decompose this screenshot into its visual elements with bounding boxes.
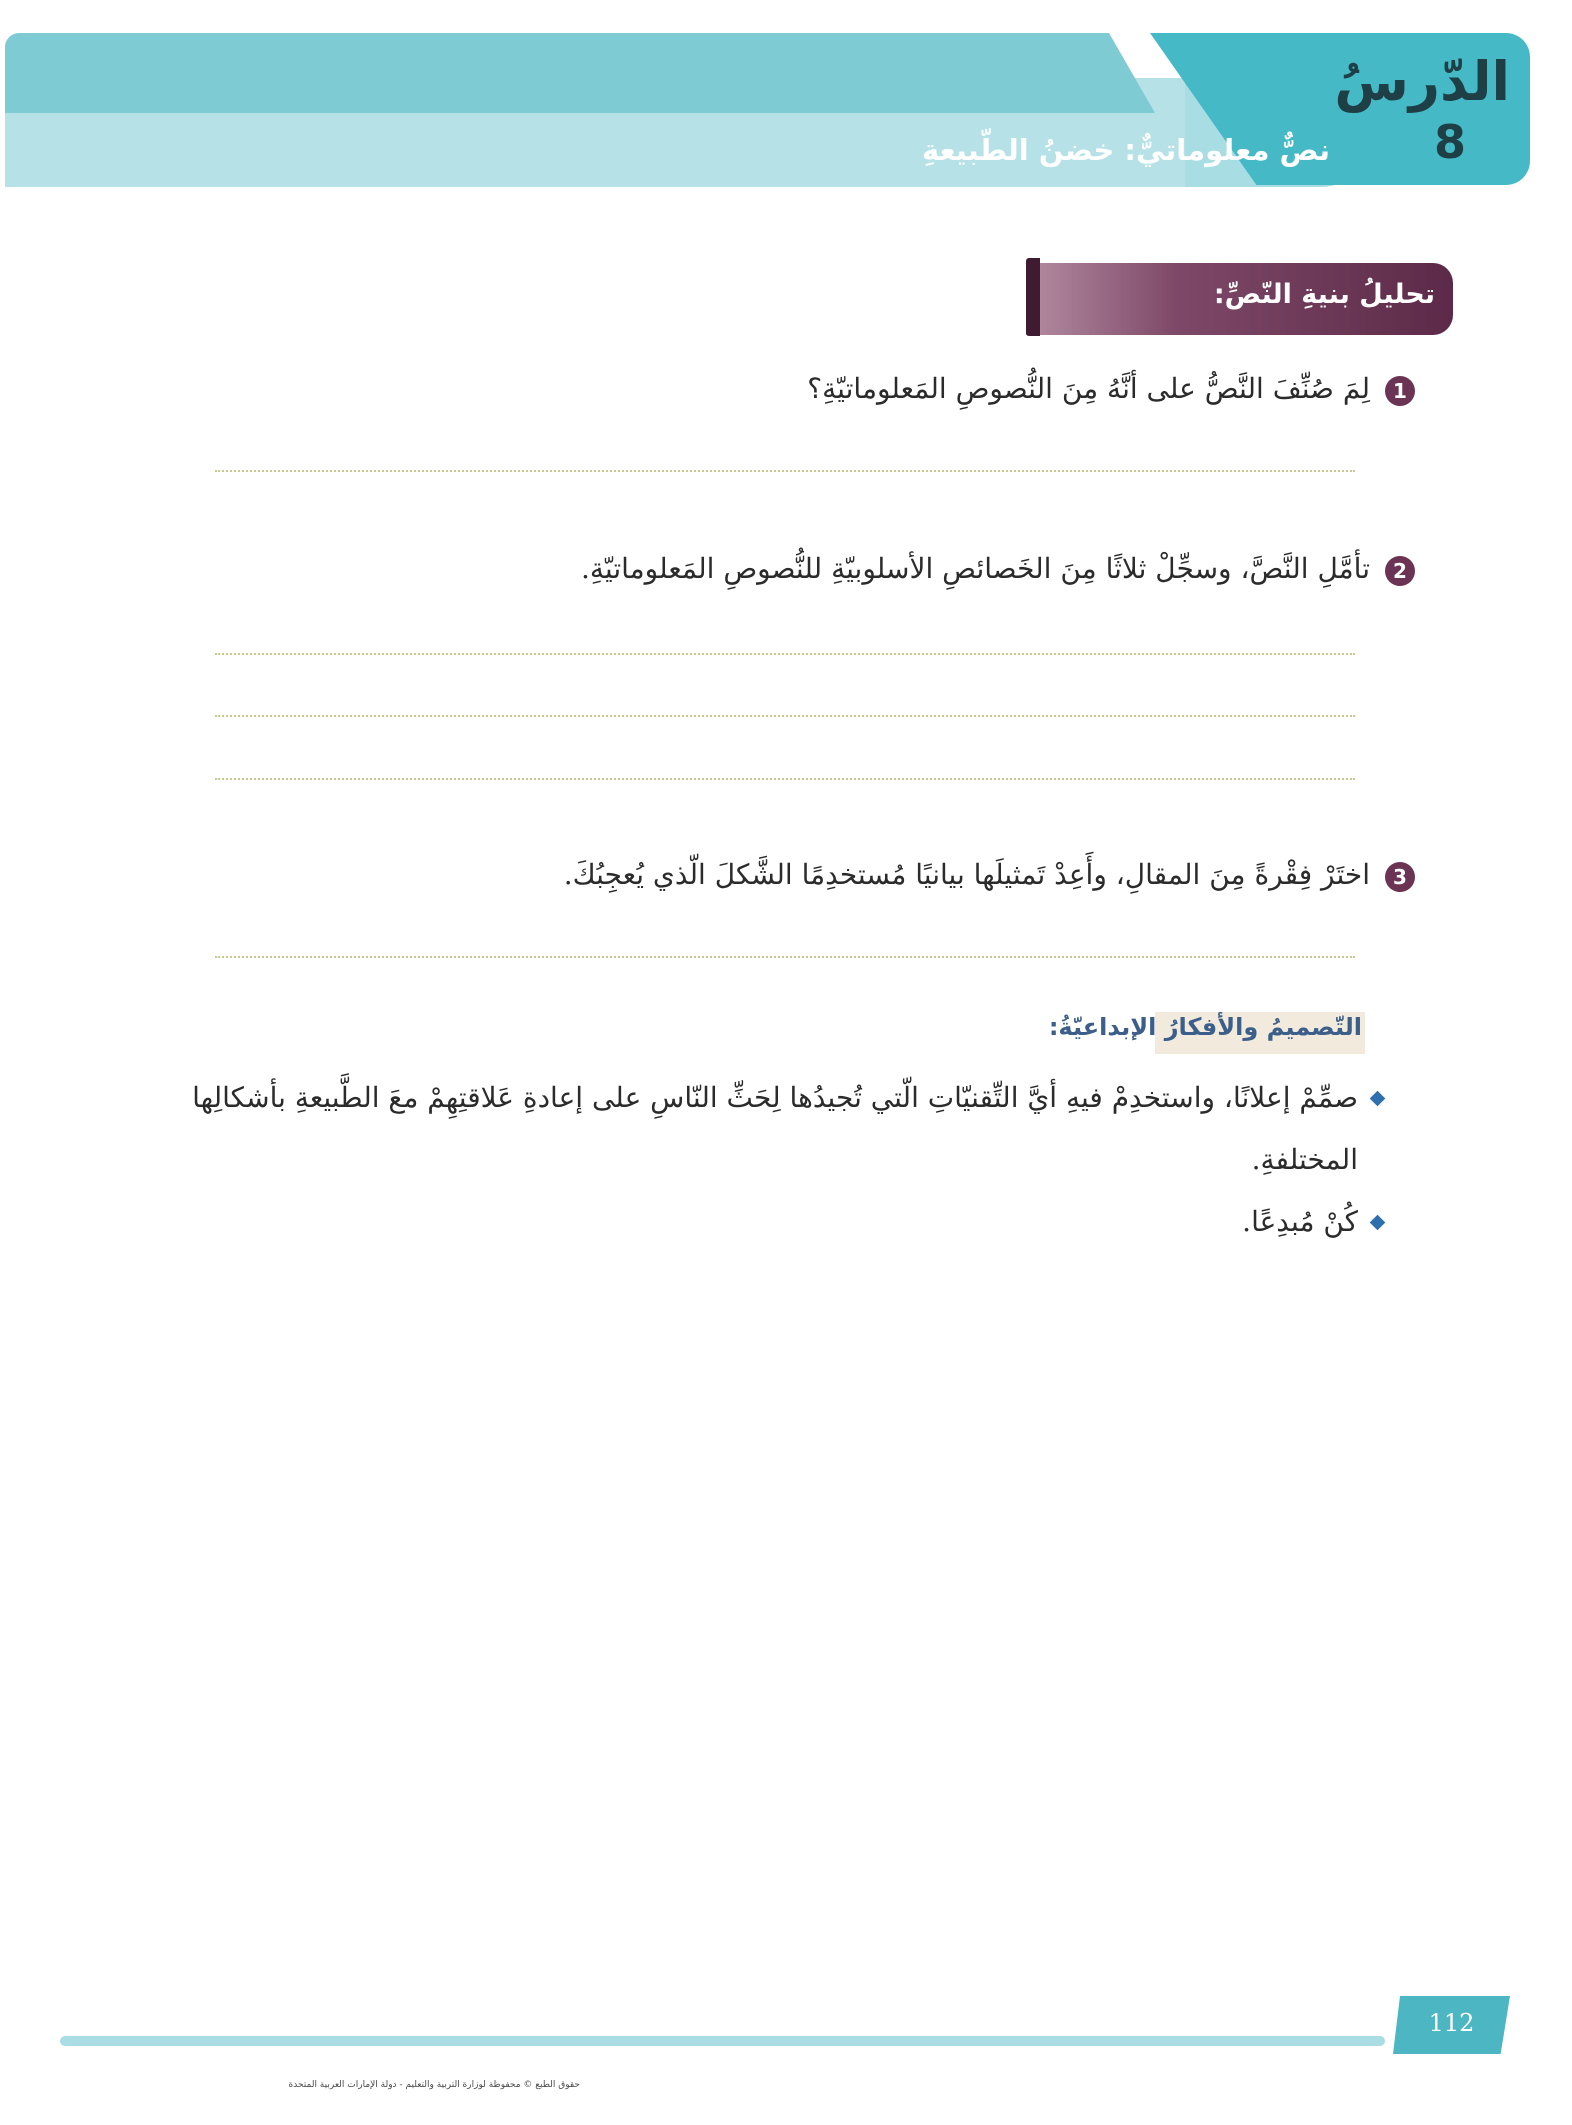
question-number-badge: 1 xyxy=(1385,376,1415,406)
answer-line[interactable] xyxy=(215,956,1355,958)
lesson-label: الدّرسُ xyxy=(1334,50,1510,113)
creative-heading: التّصميمُ والأفكارُ الإبداعيّةُ: xyxy=(1048,1013,1362,1041)
question-number-badge: 2 xyxy=(1385,556,1415,586)
answer-line[interactable] xyxy=(215,778,1355,780)
section-heading: تحليلُ بنيةِ النّصِّ: xyxy=(1213,279,1435,310)
lesson-number: 8 xyxy=(1433,115,1466,169)
diamond-bullet-icon xyxy=(1370,1215,1386,1231)
answer-line[interactable] xyxy=(215,715,1355,717)
answer-line[interactable] xyxy=(215,470,1355,472)
section-heading-fold xyxy=(1026,258,1040,336)
page-number: 112 xyxy=(1428,2009,1475,2037)
question-text: تأمَّلِ النَّصَّ، وسجِّلْ ثلاثًا مِنَ الخَصائصِ الأسلوبيّةِ للنُّصوصِ المَعلوماتيّةِ. xyxy=(581,552,1370,585)
creative-item: كُنْ مُبدِعًا. xyxy=(1242,1205,1358,1238)
lesson-subtitle: نصٌّ معلوماتيٌّ: خضنُ الطّبيعةِ xyxy=(921,133,1330,167)
copyright-notice: حقوق الطبع © محفوظة لوزارة التربية والتعليم - دولة الإمارات العربية المتحدة xyxy=(288,2080,580,2090)
diamond-bullet-icon xyxy=(1370,1091,1386,1107)
footer-bar xyxy=(60,2036,1385,2046)
header-top-band xyxy=(5,33,1155,113)
question-text: اختَرْ فِقْرةً مِنَ المقالِ، وأَعِدْ تَمثيلَها بيانيًا مُستخدِمًا الشَّكلَ الّذي يُعجِبُكَ. xyxy=(563,858,1370,891)
question-text: لِمَ صُنِّفَ النَّصُّ على أنَّهُ مِنَ النُّصوصِ المَعلوماتيّةِ؟ xyxy=(807,372,1370,405)
creative-item: صمِّمْ إعلانًا، واستخدِمْ فيهِ أيَّ التِّقنيّاتِ الّتي تُجيدُها لِحَثِّ النّاسِ على إعادةِ عَلاقتِهِمْ معَ الطَّبيعةِ بأشكالِها المختلفةِ. xyxy=(192,1081,1358,1176)
question-number-badge: 3 xyxy=(1385,862,1415,892)
answer-line[interactable] xyxy=(215,653,1355,655)
